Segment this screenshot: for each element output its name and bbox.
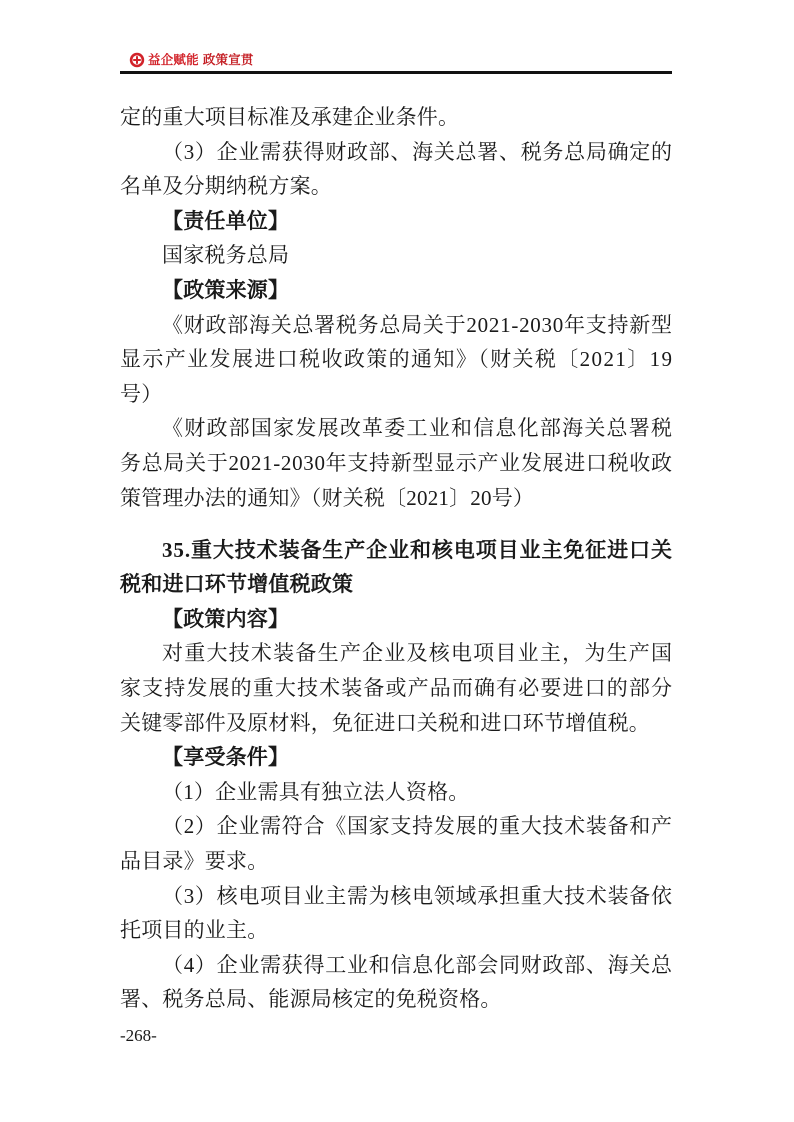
text-line: 托项目的业主。 bbox=[120, 918, 269, 943]
text-line: 显示产业发展进口税收政策的通知》（财关税〔2021〕19 bbox=[120, 347, 674, 372]
section-label-policy-source: 【政策来源】 bbox=[162, 277, 290, 302]
text-line: （3）企业需获得财政部、海关总署、税务总局确定的 bbox=[162, 139, 673, 164]
text-line: （1）企业需具有独立法人资格。 bbox=[162, 779, 470, 804]
page-number: -268- bbox=[120, 1026, 157, 1045]
section-label-conditions: 【享受条件】 bbox=[162, 745, 290, 770]
text-line: 务总局关于2021-2030年支持新型显示产业发展进口税收政 bbox=[120, 450, 673, 475]
text-line: 名单及分期纳税方案。 bbox=[120, 174, 332, 199]
document-body bbox=[120, 100, 672, 1017]
text-line: 策管理办法的通知》（财关税〔2021〕20号） bbox=[120, 485, 535, 510]
header-divider bbox=[120, 71, 672, 74]
policy-seal-icon bbox=[129, 52, 145, 68]
text-line: 家支持发展的重大技术装备或产品而确有必要进口的部分 bbox=[120, 676, 674, 700]
text-line: 对重大技术装备生产企业及核电项目业主，为生产国 bbox=[162, 641, 674, 666]
text-line: 《财政部国家发展改革委工业和信息化部海关总署税 bbox=[162, 416, 674, 441]
text-line: 关键零部件及原材料，免征进口关税和进口环节增值税。 bbox=[120, 710, 650, 735]
section-label-policy-content: 【政策内容】 bbox=[162, 606, 290, 631]
text-line: 国家税务总局 bbox=[162, 243, 290, 268]
page-header bbox=[129, 50, 254, 70]
text-line: 署、税务总局、能源局核定的免税资格。 bbox=[120, 987, 502, 1012]
text-line: 定的重大项目标准及承建企业条件。 bbox=[120, 105, 460, 129]
section-label-responsible-unit: 【责任单位】 bbox=[162, 208, 290, 233]
brand-slogan: 政策宣贯 bbox=[202, 52, 254, 67]
section-heading: 35.重大技术装备生产企业和核电项目业主免征进口关 bbox=[162, 537, 673, 562]
brand-name: 益企赋能 bbox=[148, 52, 199, 67]
text-line: 号） bbox=[120, 381, 163, 406]
text-line: 《财政部海关总署税务总局关于2021-2030年支持新型 bbox=[162, 312, 673, 337]
text-line: （2）企业需符合《国家支持发展的重大技术装备和产 bbox=[162, 814, 673, 839]
text-line: （3）核电项目业主需为核电领域承担重大技术装备依 bbox=[162, 883, 673, 908]
text-line: 品目录》要求。 bbox=[120, 848, 269, 873]
text-line: （4）企业需获得工业和信息化部会同财政部、海关总 bbox=[162, 952, 673, 977]
section-heading: 税和进口环节增值税政策 bbox=[120, 572, 354, 597]
